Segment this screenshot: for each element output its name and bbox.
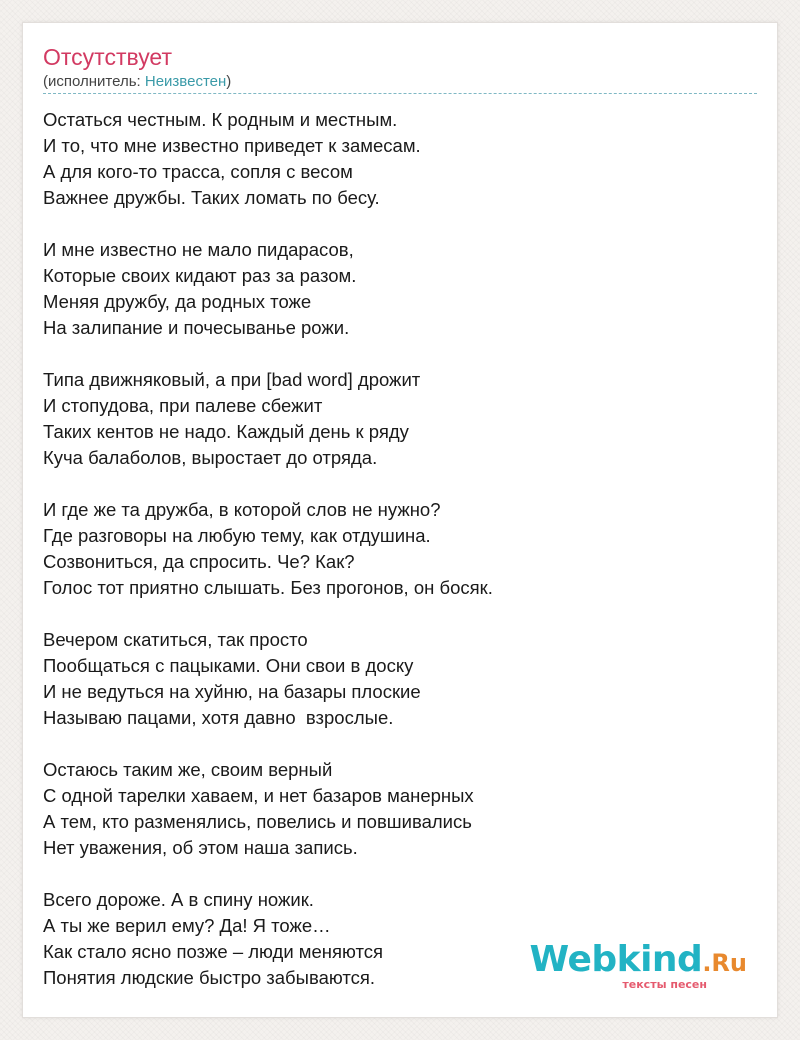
lyric-line: И где же та дружба, в которой слов не нужно? [43, 499, 441, 520]
lyric-line: А ты же верил ему? Да! Я тоже… [43, 915, 331, 936]
artist-line [43, 73, 231, 91]
logo-tagline: тексты песен [622, 978, 707, 991]
lyric-line: Голос тот приятно слышать. Без прогонов, он босяк. [43, 577, 493, 598]
lyric-line: На залипание и почесыванье рожи. [43, 317, 350, 338]
lyric-line: Таких кентов не надо. Каждый день к ряду [43, 421, 409, 442]
lyric-line: Типа движняковый, а при [bad word] дрожит [43, 369, 421, 390]
stanza [43, 497, 757, 601]
lyric-line: Где разговоры на любую тему, как отдушина. [43, 525, 431, 546]
logo-tld: .Ru [702, 949, 747, 977]
lyric-line: А для кого-то трасса, сопля с весом [43, 161, 353, 182]
lyric-line: Вечером скатиться, так просто [43, 629, 308, 650]
lyric-line: Остаюсь таким же, своим верный [43, 759, 333, 780]
artist-link[interactable]: Неизвестен [144, 73, 227, 90]
lyric-line: Меняя дружбу, да родных тоже [43, 291, 312, 312]
lyrics-card [22, 22, 778, 1018]
artist-suffix: ) [226, 73, 232, 90]
stanza [43, 627, 757, 731]
lyric-line: Всего дороже. А в спину ножик. [43, 889, 314, 910]
lyric-line: А тем, кто разменялись, повелись и повшивались [43, 811, 472, 832]
lyric-line: С одной тарелки хаваем, и нет базаров манерных [43, 785, 474, 806]
lyric-line: Созвониться, да спросить. Че? Как? [43, 551, 355, 572]
title-divider [43, 93, 757, 94]
lyric-line: И мне известно не мало пидарасов, [43, 239, 354, 260]
lyric-line: Как стало ясно позже – люди меняются [43, 941, 384, 962]
stanza [43, 757, 757, 861]
stanza [43, 237, 757, 341]
site-logo[interactable] [530, 941, 747, 991]
lyric-line: И стопудова, при палеве сбежит [43, 395, 323, 416]
lyric-line: Важнее дружбы. Таких ломать по бесу. [43, 187, 380, 208]
lyric-line: Которые своих кидают раз за разом. [43, 265, 357, 286]
lyric-line: Понятия людские быстро забываются. [43, 967, 375, 988]
lyric-line: Называю пацами, хотя давно взрослые. [43, 707, 394, 728]
lyrics-text [43, 107, 757, 1017]
artist-prefix: (исполнитель: [43, 73, 145, 90]
lyric-line: Нет уважения, об этом наша запись. [43, 837, 358, 858]
logo-wordmark [530, 941, 747, 982]
lyric-line: Остаться честным. К родным и местным. [43, 109, 398, 130]
stanza [43, 107, 757, 211]
stanza [43, 367, 757, 471]
lyric-line: Пообщаться с пацыками. Они свои в доску [43, 655, 414, 676]
lyric-line: Куча балаболов, выростает до отряда. [43, 447, 378, 468]
lyric-line: И то, что мне известно приведет к замесам. [43, 135, 421, 156]
lyric-line: И не ведуться на хуйню, на базары плоские [43, 681, 421, 702]
logo-name: Webkind [529, 939, 703, 980]
song-title: Отсутствует [43, 44, 172, 70]
